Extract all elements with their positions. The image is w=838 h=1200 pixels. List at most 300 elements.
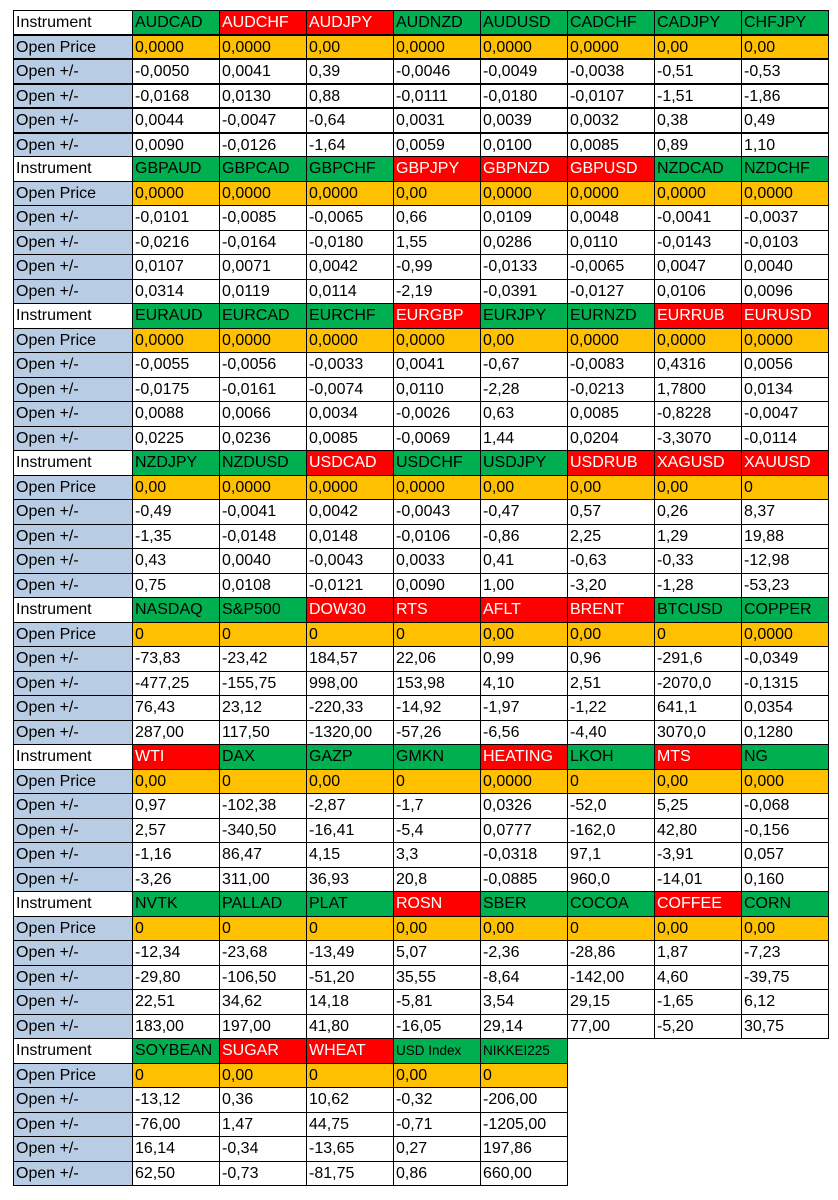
open-delta-cell[interactable]: -51,20 [307, 966, 394, 991]
open-delta-cell[interactable]: -0,0180 [307, 231, 394, 256]
open-delta-cell[interactable]: 153,98 [394, 672, 481, 697]
open-delta-cell[interactable]: -0,73 [220, 1162, 307, 1187]
instrument-header-cell[interactable]: EURRUB [655, 304, 742, 329]
open-delta-cell[interactable]: 0,0047 [655, 255, 742, 280]
row-label-open-delta[interactable]: Open +/- [13, 574, 133, 599]
instrument-header-cell[interactable]: SOYBEAN [133, 1039, 220, 1064]
open-delta-cell[interactable]: 97,1 [568, 843, 655, 868]
instrument-header-cell[interactable]: USDCAD [307, 451, 394, 476]
open-price-cell[interactable]: 0 [394, 623, 481, 648]
row-label-open-delta[interactable]: Open +/- [13, 868, 133, 893]
instrument-header-cell[interactable]: BTCUSD [655, 598, 742, 623]
open-delta-cell[interactable]: -4,40 [568, 721, 655, 746]
open-delta-cell[interactable]: 2,51 [568, 672, 655, 697]
open-delta-cell[interactable]: 1,29 [655, 525, 742, 550]
open-delta-cell[interactable]: -1205,00 [481, 1113, 568, 1138]
row-label-instrument[interactable]: Instrument [13, 304, 133, 329]
open-delta-cell[interactable]: 0,1280 [742, 721, 829, 746]
open-delta-cell[interactable]: -1320,00 [307, 721, 394, 746]
row-label-open-delta[interactable]: Open +/- [13, 1088, 133, 1113]
open-price-cell[interactable]: 0,0000 [133, 182, 220, 207]
open-delta-cell[interactable]: 19,88 [742, 525, 829, 550]
open-delta-cell[interactable]: 0,0236 [220, 427, 307, 452]
open-delta-cell[interactable]: -29,80 [133, 966, 220, 991]
open-price-cell[interactable]: 0 [742, 476, 829, 501]
open-delta-cell[interactable]: 0,0040 [220, 549, 307, 574]
row-label-instrument[interactable]: Instrument [13, 451, 133, 476]
open-price-cell[interactable]: 0,00 [394, 182, 481, 207]
instrument-header-cell[interactable]: NASDAQ [133, 598, 220, 623]
open-delta-cell[interactable]: 0,0106 [655, 280, 742, 305]
open-price-cell[interactable]: 0 [307, 1064, 394, 1089]
row-label-open-delta[interactable]: Open +/- [13, 941, 133, 966]
open-delta-cell[interactable]: 0,0031 [394, 108, 481, 133]
open-delta-cell[interactable]: 0,36 [220, 1088, 307, 1113]
open-price-cell[interactable]: 0,0000 [655, 329, 742, 354]
row-label-open-delta[interactable]: Open +/- [13, 108, 133, 133]
row-label-instrument[interactable]: Instrument [13, 745, 133, 770]
open-delta-cell[interactable]: -0,0121 [307, 574, 394, 599]
open-price-cell[interactable]: 0,00 [133, 770, 220, 795]
open-delta-cell[interactable]: 641,1 [655, 696, 742, 721]
open-delta-cell[interactable]: -0,32 [394, 1088, 481, 1113]
open-price-cell[interactable]: 0 [220, 770, 307, 795]
open-delta-cell[interactable]: 29,15 [568, 990, 655, 1015]
open-delta-cell[interactable]: -0,47 [481, 500, 568, 525]
open-delta-cell[interactable]: -0,0055 [133, 353, 220, 378]
open-delta-cell[interactable]: -0,49 [133, 500, 220, 525]
row-label-open-price[interactable]: Open Price [13, 329, 133, 354]
open-delta-cell[interactable]: 0,0042 [307, 255, 394, 280]
open-delta-cell[interactable]: -0,0168 [133, 84, 220, 109]
open-price-cell[interactable]: 0,0000 [220, 476, 307, 501]
instrument-header-cell[interactable]: EURGBP [394, 304, 481, 329]
open-delta-cell[interactable]: -2070,0 [655, 672, 742, 697]
row-label-instrument[interactable]: Instrument [13, 598, 133, 623]
open-delta-cell[interactable]: -0,64 [307, 108, 394, 133]
open-delta-cell[interactable]: -0,0047 [742, 402, 829, 427]
open-delta-cell[interactable]: 0,0107 [133, 255, 220, 280]
open-delta-cell[interactable]: 1,55 [394, 231, 481, 256]
open-delta-cell[interactable]: -142,00 [568, 966, 655, 991]
open-delta-cell[interactable]: 117,50 [220, 721, 307, 746]
open-delta-cell[interactable]: 0,27 [394, 1137, 481, 1162]
open-delta-cell[interactable]: 0,89 [655, 133, 742, 158]
row-label-open-price[interactable]: Open Price [13, 1064, 133, 1089]
row-label-open-delta[interactable]: Open +/- [13, 819, 133, 844]
open-delta-cell[interactable]: -0,0216 [133, 231, 220, 256]
open-delta-cell[interactable]: -0,0049 [481, 59, 568, 84]
open-delta-cell[interactable]: -0,0041 [655, 206, 742, 231]
row-label-open-delta[interactable]: Open +/- [13, 696, 133, 721]
open-delta-cell[interactable]: 0,97 [133, 794, 220, 819]
instrument-header-cell[interactable]: EURJPY [481, 304, 568, 329]
open-delta-cell[interactable]: 0,0048 [568, 206, 655, 231]
instrument-header-cell[interactable]: COFFEE [655, 892, 742, 917]
open-delta-cell[interactable]: -0,0101 [133, 206, 220, 231]
open-delta-cell[interactable]: 0,75 [133, 574, 220, 599]
open-delta-cell[interactable]: -0,86 [481, 525, 568, 550]
open-delta-cell[interactable]: 23,12 [220, 696, 307, 721]
open-delta-cell[interactable]: 197,00 [220, 1015, 307, 1040]
instrument-header-cell[interactable]: CADJPY [655, 10, 742, 35]
open-delta-cell[interactable]: 0,57 [568, 500, 655, 525]
instrument-header-cell[interactable]: NZDCHF [742, 157, 829, 182]
open-delta-cell[interactable]: 0,88 [307, 84, 394, 109]
instrument-header-cell[interactable]: AFLT [481, 598, 568, 623]
open-delta-cell[interactable]: -0,0047 [220, 108, 307, 133]
open-delta-cell[interactable]: -0,0349 [742, 647, 829, 672]
open-delta-cell[interactable]: 8,37 [742, 500, 829, 525]
open-delta-cell[interactable]: -0,0037 [742, 206, 829, 231]
row-label-open-delta[interactable]: Open +/- [13, 500, 133, 525]
open-delta-cell[interactable]: 14,18 [307, 990, 394, 1015]
open-price-cell[interactable]: 0,0000 [568, 35, 655, 60]
open-delta-cell[interactable]: -0,0103 [742, 231, 829, 256]
open-delta-cell[interactable]: 0,39 [307, 59, 394, 84]
open-delta-cell[interactable]: 0,0777 [481, 819, 568, 844]
open-delta-cell[interactable]: -0,53 [742, 59, 829, 84]
instrument-header-cell[interactable]: HEATING [481, 745, 568, 770]
open-price-cell[interactable]: 0,0000 [568, 182, 655, 207]
open-delta-cell[interactable]: -23,42 [220, 647, 307, 672]
open-delta-cell[interactable]: -0,0065 [307, 206, 394, 231]
open-delta-cell[interactable]: -0,0114 [742, 427, 829, 452]
open-delta-cell[interactable]: 22,51 [133, 990, 220, 1015]
open-delta-cell[interactable]: 0,0090 [133, 133, 220, 158]
open-price-cell[interactable]: 0 [481, 1064, 568, 1089]
instrument-header-cell[interactable]: PALLAD [220, 892, 307, 917]
open-delta-cell[interactable]: 0,0090 [394, 574, 481, 599]
instrument-header-cell[interactable]: CHFJPY [742, 10, 829, 35]
open-price-cell[interactable]: 0,00 [307, 35, 394, 60]
row-label-open-price[interactable]: Open Price [13, 770, 133, 795]
open-delta-cell[interactable]: -0,0164 [220, 231, 307, 256]
open-delta-cell[interactable]: -0,0074 [307, 378, 394, 403]
open-delta-cell[interactable]: 0,63 [481, 402, 568, 427]
open-delta-cell[interactable]: 0,0066 [220, 402, 307, 427]
open-delta-cell[interactable]: 0,0033 [394, 549, 481, 574]
open-delta-cell[interactable]: -0,0127 [568, 280, 655, 305]
row-label-open-delta[interactable]: Open +/- [13, 378, 133, 403]
open-delta-cell[interactable]: -0,0180 [481, 84, 568, 109]
open-delta-cell[interactable]: 35,55 [394, 966, 481, 991]
row-label-instrument[interactable]: Instrument [13, 892, 133, 917]
open-delta-cell[interactable]: 4,60 [655, 966, 742, 991]
open-delta-cell[interactable]: -0,71 [394, 1113, 481, 1138]
open-delta-cell[interactable]: 86,47 [220, 843, 307, 868]
open-delta-cell[interactable]: -12,98 [742, 549, 829, 574]
instrument-header-cell[interactable]: EURNZD [568, 304, 655, 329]
instrument-header-cell[interactable]: GBPJPY [394, 157, 481, 182]
open-delta-cell[interactable]: -1,28 [655, 574, 742, 599]
instrument-header-cell[interactable]: GBPCHF [307, 157, 394, 182]
open-delta-cell[interactable]: 1,10 [742, 133, 829, 158]
open-delta-cell[interactable]: -0,0056 [220, 353, 307, 378]
open-delta-cell[interactable]: 3070,0 [655, 721, 742, 746]
open-delta-cell[interactable]: 960,0 [568, 868, 655, 893]
row-label-open-delta[interactable]: Open +/- [13, 672, 133, 697]
open-delta-cell[interactable]: -0,0175 [133, 378, 220, 403]
instrument-header-cell[interactable]: S&P500 [220, 598, 307, 623]
open-delta-cell[interactable]: 0,0148 [307, 525, 394, 550]
open-price-cell[interactable]: 0,0000 [133, 329, 220, 354]
instrument-header-cell[interactable]: AUDCAD [133, 10, 220, 35]
open-delta-cell[interactable]: -6,56 [481, 721, 568, 746]
open-delta-cell[interactable]: -206,00 [481, 1088, 568, 1113]
open-delta-cell[interactable]: -13,65 [307, 1137, 394, 1162]
open-delta-cell[interactable]: 77,00 [568, 1015, 655, 1040]
open-delta-cell[interactable]: 0,66 [394, 206, 481, 231]
open-delta-cell[interactable]: 0,0204 [568, 427, 655, 452]
open-delta-cell[interactable]: -0,0148 [220, 525, 307, 550]
instrument-header-cell[interactable]: NZDJPY [133, 451, 220, 476]
open-delta-cell[interactable]: 0,0096 [742, 280, 829, 305]
open-delta-cell[interactable]: 0,0039 [481, 108, 568, 133]
instrument-header-cell[interactable]: USD Index [394, 1039, 481, 1064]
open-delta-cell[interactable]: 0,0354 [742, 696, 829, 721]
open-delta-cell[interactable]: -1,16 [133, 843, 220, 868]
row-label-open-delta[interactable]: Open +/- [13, 133, 133, 158]
open-delta-cell[interactable]: -0,99 [394, 255, 481, 280]
open-delta-cell[interactable]: -23,68 [220, 941, 307, 966]
open-delta-cell[interactable]: -0,0885 [481, 868, 568, 893]
row-label-open-price[interactable]: Open Price [13, 917, 133, 942]
row-label-open-delta[interactable]: Open +/- [13, 1162, 133, 1187]
instrument-header-cell[interactable]: DAX [220, 745, 307, 770]
open-price-cell[interactable]: 0,00 [742, 917, 829, 942]
instrument-header-cell[interactable]: ROSN [394, 892, 481, 917]
open-price-cell[interactable]: 0,00 [655, 35, 742, 60]
open-delta-cell[interactable]: 0,0032 [568, 108, 655, 133]
row-label-open-delta[interactable]: Open +/- [13, 1137, 133, 1162]
open-delta-cell[interactable]: 1,00 [481, 574, 568, 599]
open-delta-cell[interactable]: 0,0130 [220, 84, 307, 109]
open-delta-cell[interactable]: -291,6 [655, 647, 742, 672]
open-delta-cell[interactable]: -340,50 [220, 819, 307, 844]
open-delta-cell[interactable]: 0,0059 [394, 133, 481, 158]
instrument-header-cell[interactable]: GBPUSD [568, 157, 655, 182]
open-price-cell[interactable]: 0,00 [655, 770, 742, 795]
open-delta-cell[interactable]: -16,41 [307, 819, 394, 844]
open-delta-cell[interactable]: 0,0042 [307, 500, 394, 525]
open-price-cell[interactable]: 0,0000 [655, 182, 742, 207]
open-delta-cell[interactable]: 0,0114 [307, 280, 394, 305]
open-delta-cell[interactable]: 184,57 [307, 647, 394, 672]
instrument-header-cell[interactable]: NIKKEI225 [481, 1039, 568, 1064]
open-delta-cell[interactable]: 0,0108 [220, 574, 307, 599]
instrument-header-cell[interactable]: XAUUSD [742, 451, 829, 476]
open-delta-cell[interactable]: -13,12 [133, 1088, 220, 1113]
open-delta-cell[interactable]: -0,0111 [394, 84, 481, 109]
open-delta-cell[interactable]: 0,160 [742, 868, 829, 893]
open-delta-cell[interactable]: -2,19 [394, 280, 481, 305]
open-delta-cell[interactable]: 998,00 [307, 672, 394, 697]
open-delta-cell[interactable]: 0,0085 [568, 133, 655, 158]
open-delta-cell[interactable]: -0,156 [742, 819, 829, 844]
open-delta-cell[interactable]: -1,51 [655, 84, 742, 109]
open-delta-cell[interactable]: -16,05 [394, 1015, 481, 1040]
open-price-cell[interactable]: 0 [133, 623, 220, 648]
open-delta-cell[interactable]: 3,54 [481, 990, 568, 1015]
open-delta-cell[interactable]: -2,87 [307, 794, 394, 819]
open-delta-cell[interactable]: -5,81 [394, 990, 481, 1015]
open-price-cell[interactable]: 0,0000 [568, 329, 655, 354]
row-label-open-price[interactable]: Open Price [13, 623, 133, 648]
row-label-open-delta[interactable]: Open +/- [13, 84, 133, 109]
open-delta-cell[interactable]: -0,0391 [481, 280, 568, 305]
instrument-header-cell[interactable]: GBPCAD [220, 157, 307, 182]
instrument-header-cell[interactable]: EURAUD [133, 304, 220, 329]
open-delta-cell[interactable]: 6,12 [742, 990, 829, 1015]
open-delta-cell[interactable]: -0,0026 [394, 402, 481, 427]
open-delta-cell[interactable]: 0,0314 [133, 280, 220, 305]
open-delta-cell[interactable]: -162,0 [568, 819, 655, 844]
instrument-header-cell[interactable]: NZDCAD [655, 157, 742, 182]
open-delta-cell[interactable]: -1,65 [655, 990, 742, 1015]
open-delta-cell[interactable]: -0,0106 [394, 525, 481, 550]
open-delta-cell[interactable]: 62,50 [133, 1162, 220, 1187]
open-delta-cell[interactable]: 287,00 [133, 721, 220, 746]
open-price-cell[interactable]: 0,0000 [742, 623, 829, 648]
row-label-instrument[interactable]: Instrument [13, 1039, 133, 1064]
open-delta-cell[interactable]: -1,22 [568, 696, 655, 721]
open-delta-cell[interactable]: -0,0161 [220, 378, 307, 403]
open-delta-cell[interactable]: -57,26 [394, 721, 481, 746]
open-delta-cell[interactable]: 0,0044 [133, 108, 220, 133]
open-price-cell[interactable]: 0 [133, 1064, 220, 1089]
open-delta-cell[interactable]: -52,0 [568, 794, 655, 819]
open-price-cell[interactable]: 0 [307, 623, 394, 648]
open-delta-cell[interactable]: -5,20 [655, 1015, 742, 1040]
open-price-cell[interactable]: 0,000 [742, 770, 829, 795]
open-delta-cell[interactable]: 0,0286 [481, 231, 568, 256]
open-delta-cell[interactable]: -73,83 [133, 647, 220, 672]
open-delta-cell[interactable]: -12,34 [133, 941, 220, 966]
open-delta-cell[interactable]: -0,0143 [655, 231, 742, 256]
instrument-header-cell[interactable]: CORN [742, 892, 829, 917]
open-delta-cell[interactable]: -0,0213 [568, 378, 655, 403]
open-price-cell[interactable]: 0,00 [133, 476, 220, 501]
instrument-header-cell[interactable]: USDRUB [568, 451, 655, 476]
instrument-header-cell[interactable]: WTI [133, 745, 220, 770]
open-price-cell[interactable]: 0,0000 [742, 329, 829, 354]
open-delta-cell[interactable]: 0,0085 [568, 402, 655, 427]
open-delta-cell[interactable]: -3,26 [133, 868, 220, 893]
open-delta-cell[interactable]: -14,01 [655, 868, 742, 893]
open-delta-cell[interactable]: -0,0126 [220, 133, 307, 158]
open-delta-cell[interactable]: -0,63 [568, 549, 655, 574]
open-price-cell[interactable]: 0 [568, 770, 655, 795]
instrument-header-cell[interactable]: COPPER [742, 598, 829, 623]
row-label-open-delta[interactable]: Open +/- [13, 353, 133, 378]
open-delta-cell[interactable]: 311,00 [220, 868, 307, 893]
open-price-cell[interactable]: 0 [568, 917, 655, 942]
instrument-header-cell[interactable]: AUDNZD [394, 10, 481, 35]
instrument-header-cell[interactable]: WHEAT [307, 1039, 394, 1064]
open-delta-cell[interactable]: -3,91 [655, 843, 742, 868]
instrument-header-cell[interactable]: GBPAUD [133, 157, 220, 182]
row-label-open-delta[interactable]: Open +/- [13, 647, 133, 672]
open-price-cell[interactable]: 0,00 [481, 623, 568, 648]
row-label-open-delta[interactable]: Open +/- [13, 1015, 133, 1040]
open-price-cell[interactable]: 0,00 [481, 917, 568, 942]
open-delta-cell[interactable]: 0,0109 [481, 206, 568, 231]
open-delta-cell[interactable]: -2,28 [481, 378, 568, 403]
open-price-cell[interactable]: 0,00 [394, 917, 481, 942]
open-price-cell[interactable]: 0,0000 [307, 182, 394, 207]
open-delta-cell[interactable]: 30,75 [742, 1015, 829, 1040]
row-label-open-delta[interactable]: Open +/- [13, 990, 133, 1015]
open-delta-cell[interactable]: 0,0040 [742, 255, 829, 280]
open-price-cell[interactable]: 0,0000 [133, 35, 220, 60]
instrument-header-cell[interactable]: BRENT [568, 598, 655, 623]
open-price-cell[interactable]: 0 [133, 917, 220, 942]
open-delta-cell[interactable]: 5,07 [394, 941, 481, 966]
open-delta-cell[interactable]: -106,50 [220, 966, 307, 991]
open-price-cell[interactable]: 0,0000 [220, 329, 307, 354]
open-delta-cell[interactable]: 0,0119 [220, 280, 307, 305]
open-price-cell[interactable]: 0,0000 [481, 35, 568, 60]
open-delta-cell[interactable]: -1,97 [481, 696, 568, 721]
open-delta-cell[interactable]: 76,43 [133, 696, 220, 721]
row-label-open-price[interactable]: Open Price [13, 182, 133, 207]
open-delta-cell[interactable]: 34,62 [220, 990, 307, 1015]
instrument-header-cell[interactable]: USDCHF [394, 451, 481, 476]
open-price-cell[interactable]: 0,0000 [394, 476, 481, 501]
instrument-header-cell[interactable]: SBER [481, 892, 568, 917]
open-delta-cell[interactable]: 0,0071 [220, 255, 307, 280]
open-price-cell[interactable]: 0,00 [568, 476, 655, 501]
open-delta-cell[interactable]: 0,99 [481, 647, 568, 672]
open-delta-cell[interactable]: 0,0225 [133, 427, 220, 452]
row-label-open-delta[interactable]: Open +/- [13, 59, 133, 84]
open-delta-cell[interactable]: 3,3 [394, 843, 481, 868]
open-price-cell[interactable]: 0,0000 [220, 182, 307, 207]
open-delta-cell[interactable]: -1,86 [742, 84, 829, 109]
open-price-cell[interactable]: 0 [655, 623, 742, 648]
open-delta-cell[interactable]: 10,62 [307, 1088, 394, 1113]
open-delta-cell[interactable]: 0,0085 [307, 427, 394, 452]
instrument-header-cell[interactable]: MTS [655, 745, 742, 770]
open-delta-cell[interactable]: 0,0134 [742, 378, 829, 403]
open-delta-cell[interactable]: -0,0069 [394, 427, 481, 452]
open-delta-cell[interactable]: 0,43 [133, 549, 220, 574]
open-delta-cell[interactable]: -0,0046 [394, 59, 481, 84]
open-delta-cell[interactable]: -14,92 [394, 696, 481, 721]
open-delta-cell[interactable]: 4,15 [307, 843, 394, 868]
instrument-header-cell[interactable]: LKOH [568, 745, 655, 770]
open-price-cell[interactable]: 0,00 [568, 623, 655, 648]
open-delta-cell[interactable]: -0,8228 [655, 402, 742, 427]
open-delta-cell[interactable]: -0,0041 [220, 500, 307, 525]
open-delta-cell[interactable]: -0,0065 [568, 255, 655, 280]
row-label-open-delta[interactable]: Open +/- [13, 255, 133, 280]
row-label-open-price[interactable]: Open Price [13, 35, 133, 60]
open-delta-cell[interactable]: -1,35 [133, 525, 220, 550]
open-delta-cell[interactable]: 0,0034 [307, 402, 394, 427]
row-label-open-delta[interactable]: Open +/- [13, 525, 133, 550]
open-delta-cell[interactable]: 0,0110 [568, 231, 655, 256]
open-delta-cell[interactable]: -0,0043 [307, 549, 394, 574]
open-delta-cell[interactable]: -0,51 [655, 59, 742, 84]
open-price-cell[interactable]: 0,00 [655, 917, 742, 942]
open-delta-cell[interactable]: -0,33 [655, 549, 742, 574]
open-delta-cell[interactable]: 0,38 [655, 108, 742, 133]
row-label-open-delta[interactable]: Open +/- [13, 794, 133, 819]
row-label-open-delta[interactable]: Open +/- [13, 721, 133, 746]
open-price-cell[interactable]: 0,00 [655, 476, 742, 501]
